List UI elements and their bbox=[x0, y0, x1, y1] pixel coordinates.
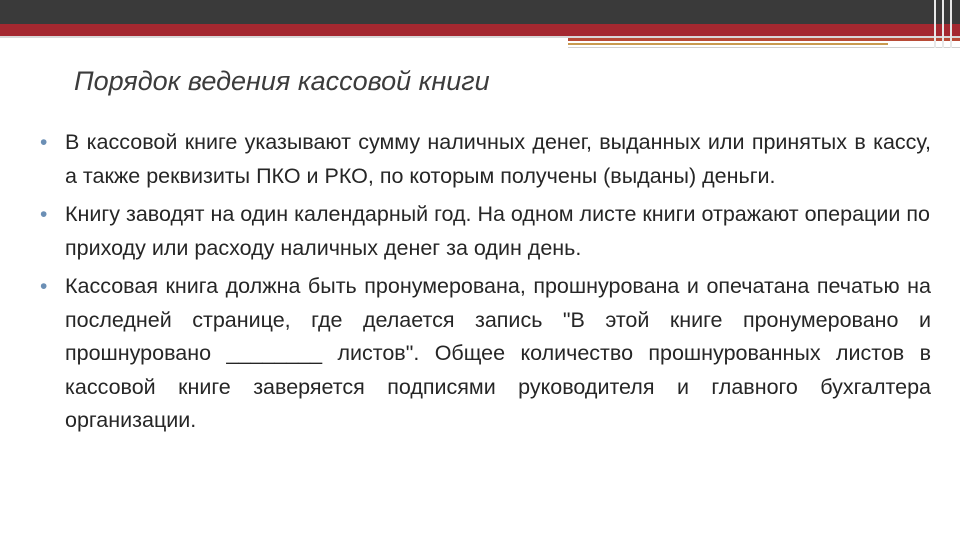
list-item bbox=[40, 126, 931, 193]
bullet-icon: • bbox=[40, 203, 48, 226]
bullet-text: Кассовая книга должна быть пронумерована, прошнурована и опечатана печатью на последней странице, где делается запись "В этой книге пронумеровано и прошнуровано ________ листов". Общее количество прошнурованных листов в кассовой книге заверяется подписями руководителя и главного бухгалтера организации. bbox=[65, 274, 931, 432]
bullet-text: Книгу заводят на один календарный год. На одном листе книги отражают операции по приходу или расходу наличных денег за один день. bbox=[65, 202, 930, 260]
list-item bbox=[40, 198, 931, 265]
bullet-list bbox=[40, 126, 931, 443]
header-red-bar bbox=[0, 24, 960, 36]
bullet-icon: • bbox=[40, 275, 48, 298]
slide-title: Порядок ведения кассовой книги bbox=[74, 66, 490, 96]
accent-line bbox=[568, 43, 888, 45]
corner-decoration bbox=[928, 0, 960, 48]
accent-line bbox=[568, 38, 960, 41]
bullet-text: В кассовой книге указывают сумму наличных денег, выданных или принятых в кассу, а также реквизиты ПКО и РКО, по которым получены (выданы) деньги. bbox=[65, 130, 931, 188]
list-item bbox=[40, 270, 931, 438]
accent-line bbox=[568, 47, 960, 48]
header-dark-bar bbox=[0, 0, 960, 24]
bullet-icon: • bbox=[40, 131, 48, 154]
